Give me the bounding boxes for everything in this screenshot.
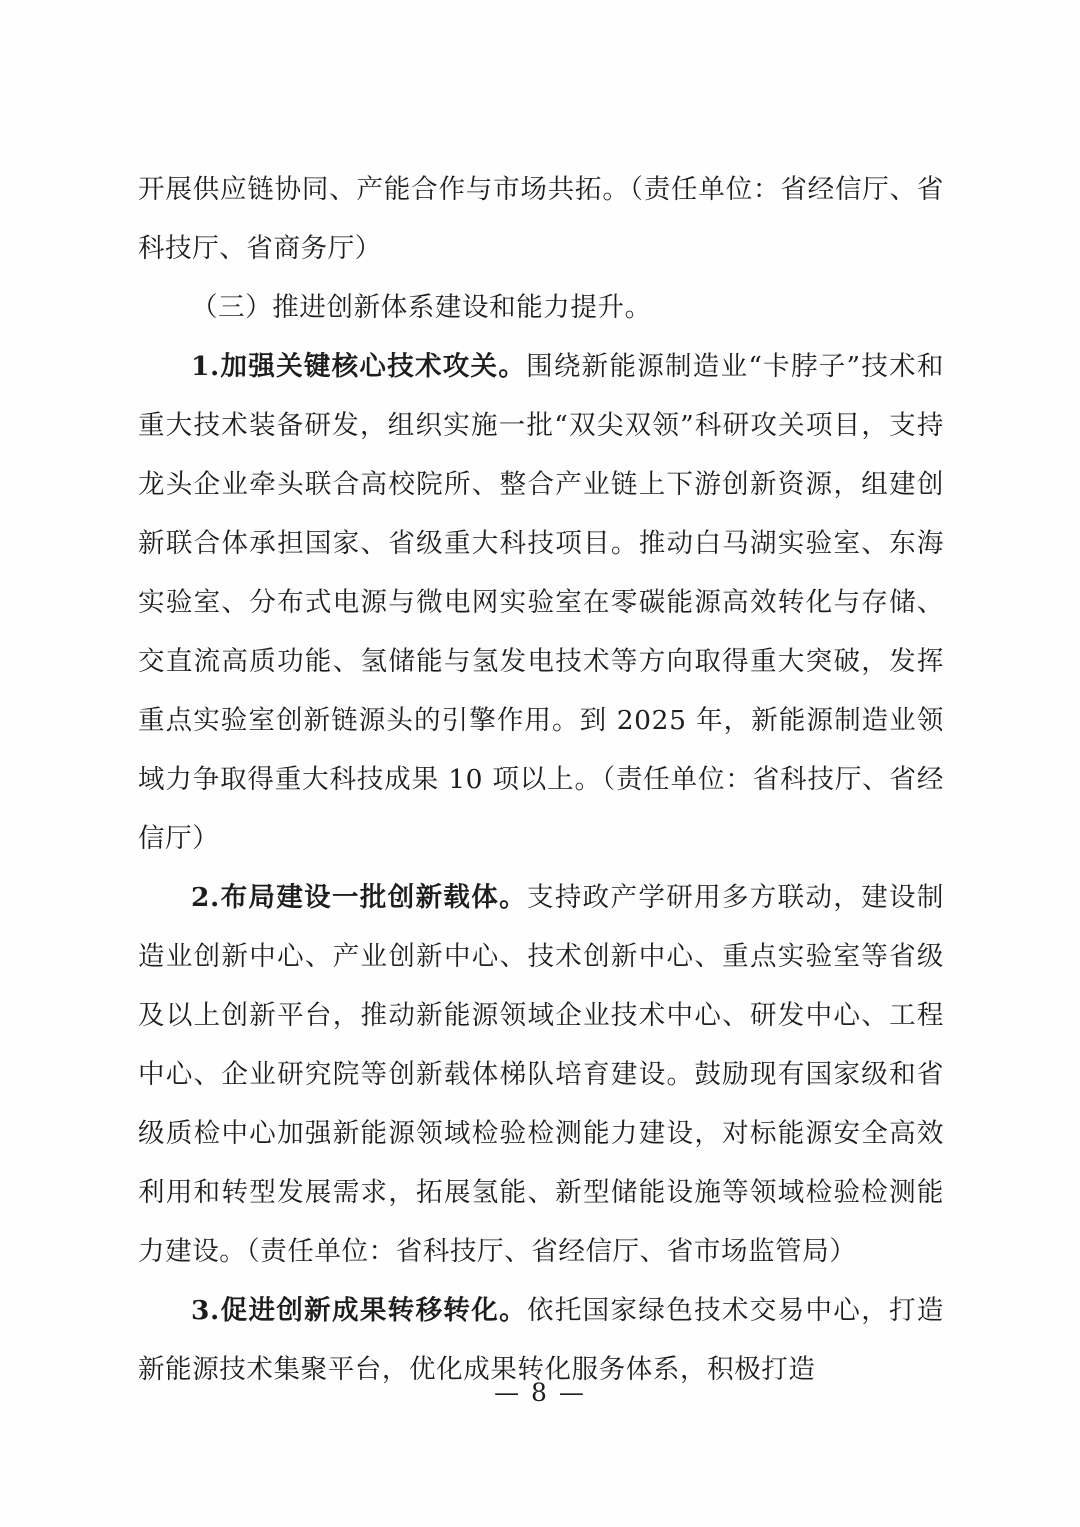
item-3-heading: 3.促进创新成果转移转化。 [191,1295,527,1326]
item-2-text: 支持政产学研用多方联动，建设制造业创新中心、产业创新中心、技术创新中心、重点实验室等省级及以上创新平台，推动新能源领域企业技术中心、研发中心、工程中心、企业研究院等创新载体梯队培育建设。鼓励现有国家级和省级质检中心加强新能源领域检验检测能力建设，对标能源安全高效利用和转型发展需求，拓展氢能、新型储能设施等领域检验检测能力建设。（责任单位：省科技厅、省经信厅、省市场监管局） [138,882,945,1267]
paragraph-item-2 [138,868,944,1281]
paragraph-section-three: （三）推进创新体系建设和能力提升。 [191,292,652,323]
page-number [0,1378,1080,1407]
paragraph-item-1 [138,337,944,868]
item-1-text: 围绕新能源制造业“卡脖子”技术和重大技术装备研发，组织实施一批“双尖双领”科研攻关项目，支持龙头企业牵头联合高校院所、整合产业链上下游创新资源，组建创新联合体承担国家、省级重大科技项目。推动白马湖实验室、东海实验室、分布式电源与微电网实验室在零碳能源高效转化与存储、交直流高质功能、氢储能与氢发电技术等方向取得重大突破，发挥重点实验室创新链源头的引擎作用。到 2025 年，新能源制造业领域力争取得重大科技成果 10 项以上。（责任单位：省科技厅、省经信厅） [138,351,945,854]
document-body [138,160,944,1399]
item-1-heading: 1.加强关键核心技术攻关。 [191,351,527,382]
item-2-heading: 2.布局建设一批创新载体。 [191,882,527,913]
item-3-text: 依托国家绿色技术交易中心，打造新能源技术集聚平台，优化成果转化服务体系，积极打造 [138,1295,945,1385]
page-number-label: — 8 — [494,1378,586,1407]
paragraph-continuation: 开展供应链协同、产能合作与市场共拓。（责任单位：省经信厅、省科技厅、省商务厅） [138,174,944,264]
